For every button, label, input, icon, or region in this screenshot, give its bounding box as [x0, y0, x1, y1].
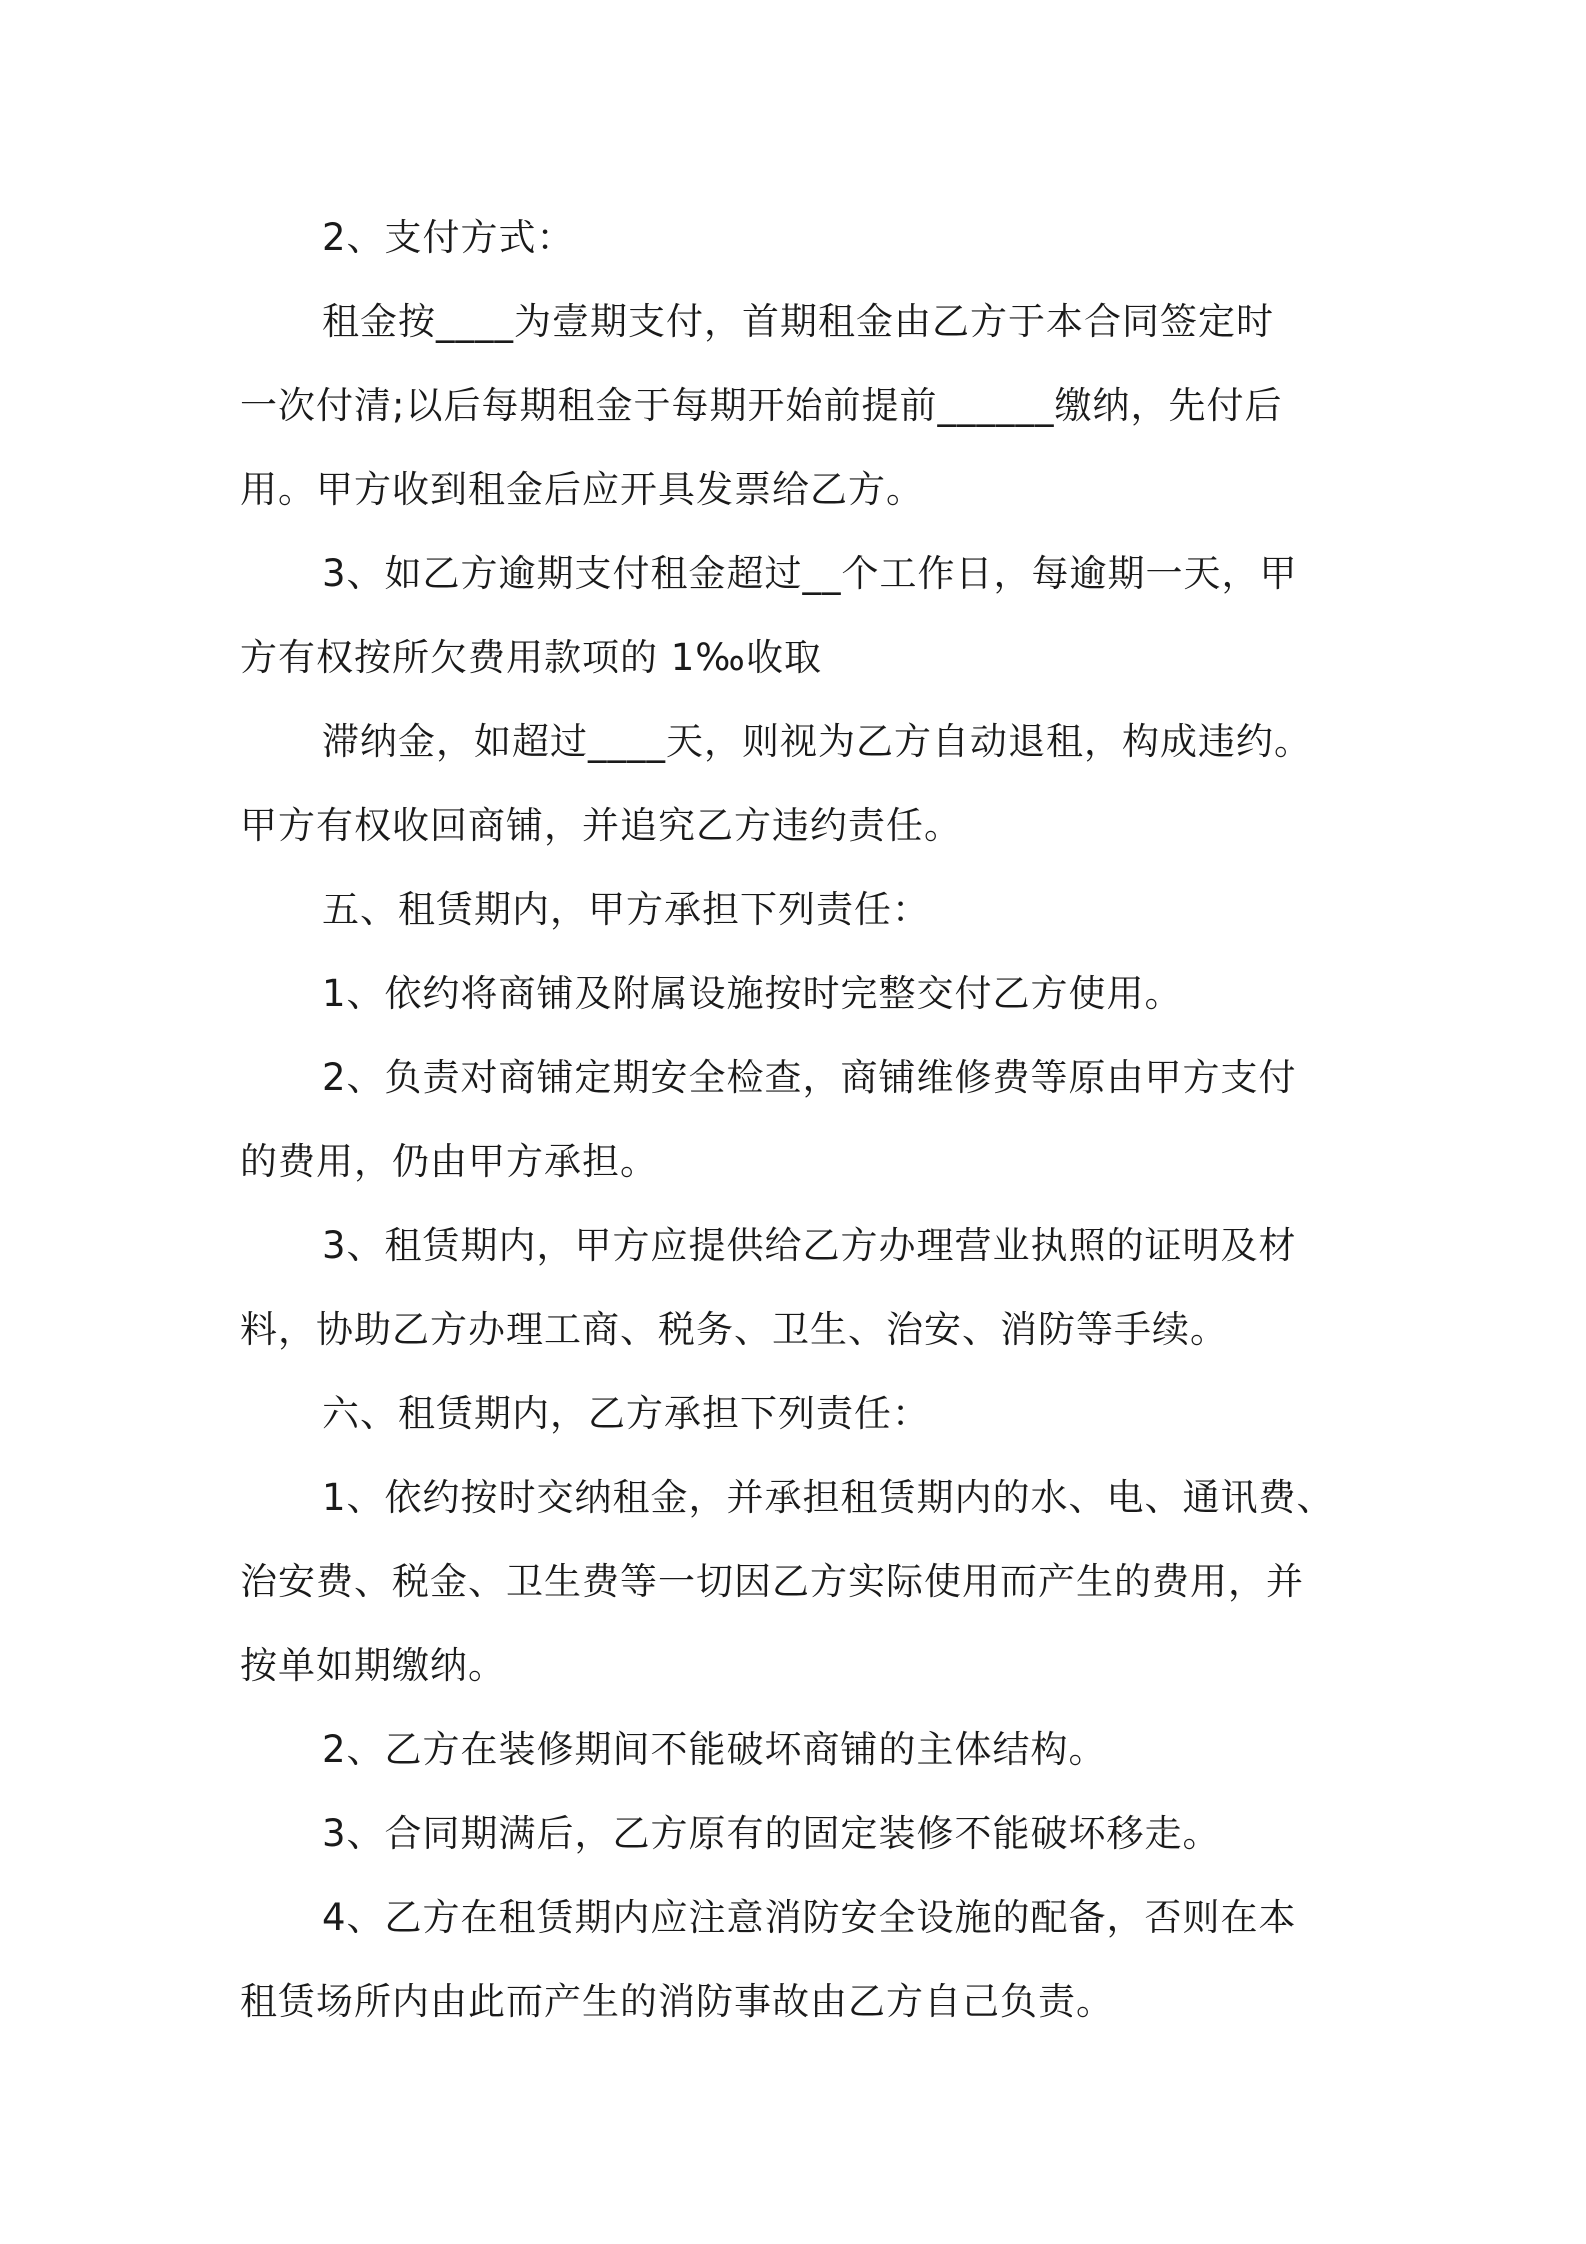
paragraph-line: 2、乙方在装修期间不能破坏商铺的主体结构。	[322, 1728, 1107, 1771]
paragraph-line: 按单如期缴纳。	[240, 1644, 506, 1687]
paragraph-line: 用。甲方收到租金后应开具发票给乙方。	[240, 468, 924, 511]
paragraph-line: 租金按____为壹期支付，首期租金由乙方于本合同签定时	[322, 300, 1274, 343]
paragraph-line: 3、租赁期内，甲方应提供给乙方办理营业执照的证明及材	[322, 1224, 1297, 1267]
paragraph-line: 1、依约将商铺及附属设施按时完整交付乙方使用。	[322, 972, 1183, 1015]
paragraph-line: 租赁场所内由此而产生的消防事故由乙方自己负责。	[240, 1980, 1114, 2023]
paragraph-line: 方有权按所欠费用款项的 1‰收取	[240, 636, 822, 679]
paragraph-line: 3、如乙方逾期支付租金超过__个工作日，每逾期一天，甲	[322, 552, 1298, 595]
document-body	[240, 196, 1360, 2044]
paragraph-line: 甲方有权收回商铺，并追究乙方违约责任。	[240, 804, 962, 847]
section-5-heading: 五、租赁期内，甲方承担下列责任：	[322, 888, 930, 931]
paragraph-line: 1、依约按时交纳租金，并承担租赁期内的水、电、通讯费、	[322, 1476, 1335, 1519]
section-6-heading: 六、租赁期内，乙方承担下列责任：	[322, 1392, 930, 1435]
paragraph-line: 2、负责对商铺定期安全检查，商铺维修费等原由甲方支付	[322, 1056, 1297, 1099]
paragraph-line: 3、合同期满后，乙方原有的固定装修不能破坏移走。	[322, 1812, 1221, 1855]
paragraph-line: 的费用，仍由甲方承担。	[240, 1140, 658, 1183]
paragraph-line: 治安费、税金、卫生费等一切因乙方实际使用而产生的费用，并	[240, 1560, 1304, 1603]
paragraph-line: 一次付清;以后每期租金于每期开始前提前______缴纳，先付后	[240, 384, 1283, 427]
paragraph-line: 滞纳金，如超过____天，则视为乙方自动退租，构成违约。	[322, 720, 1312, 763]
paragraph-line: 料，协助乙方办理工商、税务、卫生、治安、消防等手续。	[240, 1308, 1228, 1351]
clause-2-heading: 2、支付方式：	[322, 216, 575, 259]
paragraph-line: 4、乙方在租赁期内应注意消防安全设施的配备，否则在本	[322, 1896, 1297, 1939]
